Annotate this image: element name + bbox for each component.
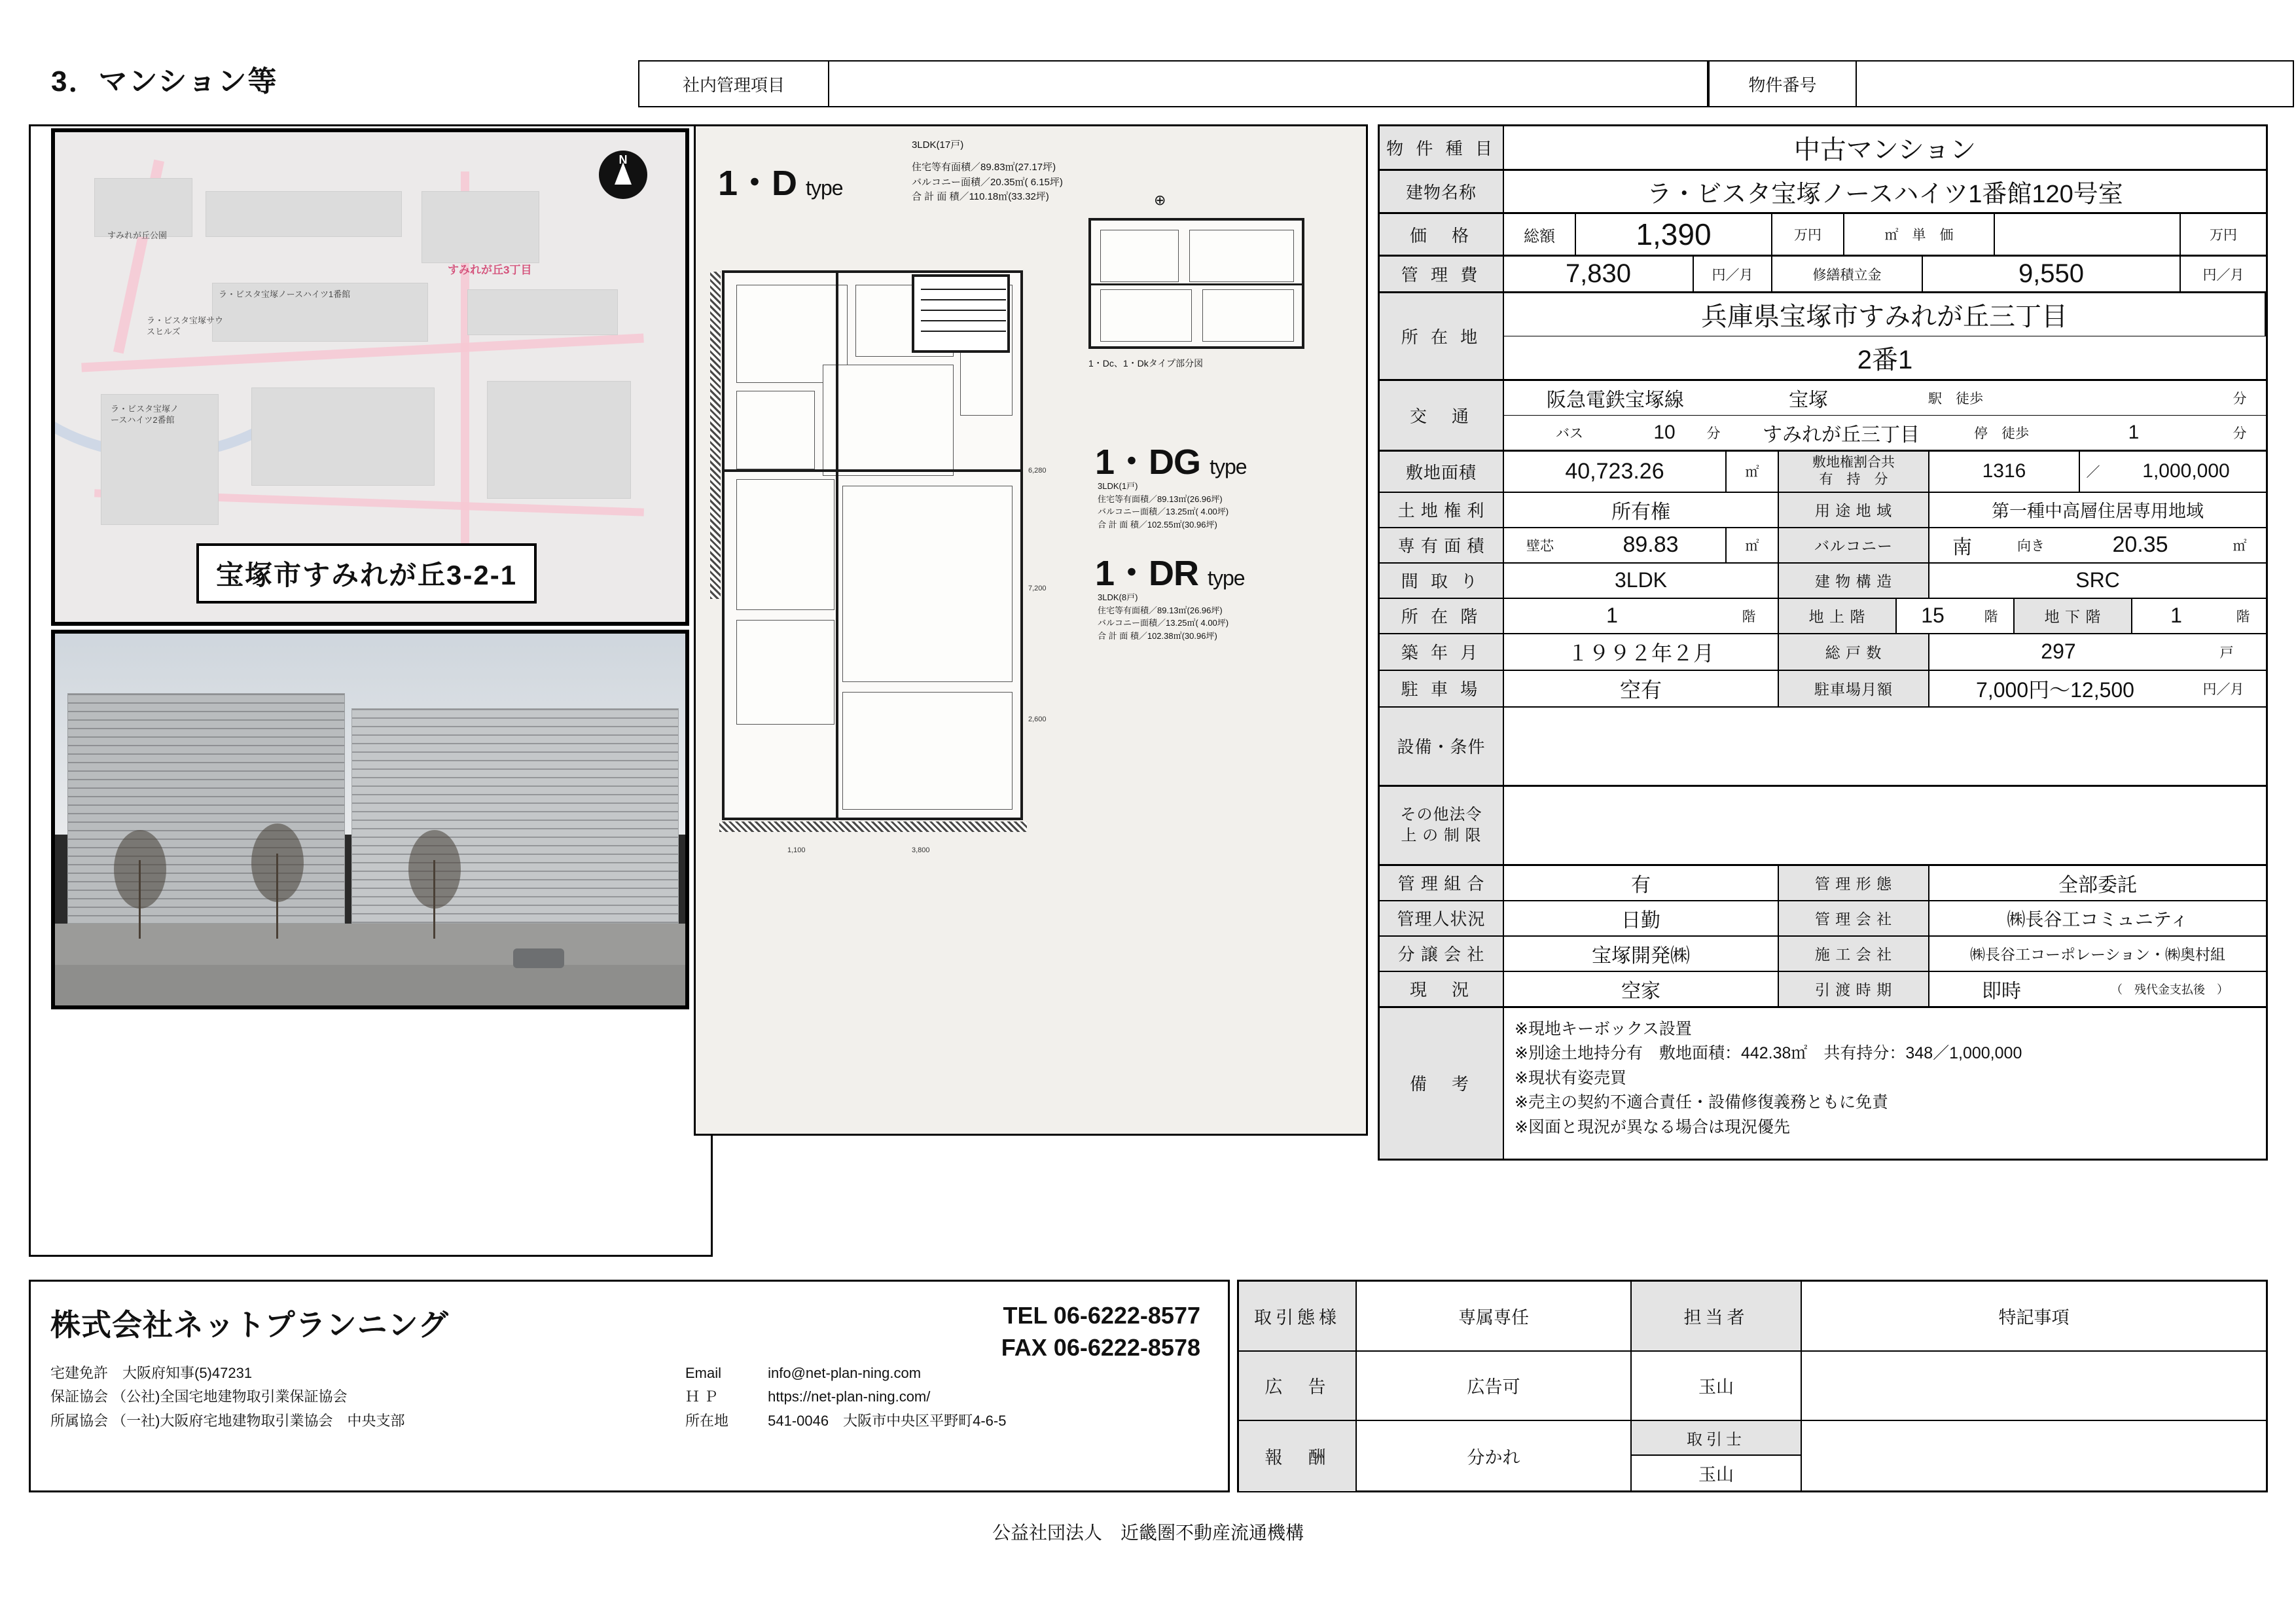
table-row xyxy=(1380,937,2266,972)
price-total-label: 総額 xyxy=(1504,214,1576,255)
manager-label: 管理人状況 xyxy=(1380,901,1504,935)
structure-value: SRC xyxy=(2075,568,2120,592)
floor-plan xyxy=(694,124,1368,1136)
zoning-value: 第一種中高層住居専用地域 xyxy=(1992,501,2204,521)
ad-label: 広 告 xyxy=(1239,1352,1357,1420)
table-row xyxy=(1380,972,2266,1008)
access-line-name: 阪急電鉄宝塚線 xyxy=(1547,389,1684,411)
company-guarantee: 保証協会 （公社)全国宅地建物取引業保証協会 xyxy=(50,1388,348,1405)
photo-tree-trunk xyxy=(433,860,435,939)
plan-outer-hatch xyxy=(710,272,721,599)
plan-balcony-hatch xyxy=(719,821,1027,832)
site-share-denominator: 1,000,000 xyxy=(2142,460,2230,482)
plan-partial-caption: 1・Dc、1・Dkタイプ部分図 xyxy=(1088,358,1204,369)
equipment-value xyxy=(1504,708,2266,785)
company-licenses xyxy=(50,1362,404,1433)
other-law-label: その他法令 上 の 制 限 xyxy=(1380,787,1504,864)
land-right-value: 所有権 xyxy=(1504,493,1779,527)
access-walk-min xyxy=(2021,381,2214,415)
total-units-value: 297 xyxy=(2041,640,2076,663)
site-area-label: 敷地面積 xyxy=(1380,452,1504,492)
access-label: 交 通 xyxy=(1380,381,1504,450)
address-line-2: 2番1 xyxy=(1857,346,1913,374)
mgmt-assoc-value: 有 xyxy=(1504,866,1779,900)
company-association: 所属協会 （一社)大阪府宅地建物取引業協会 中央支部 xyxy=(50,1412,405,1429)
compass-icon xyxy=(599,151,647,199)
plan-head-note: 3LDK(17戸) xyxy=(912,139,964,151)
site-share-value: 1316 xyxy=(1929,452,2080,492)
mgmt-fee-label: 管 理 費 xyxy=(1380,257,1504,291)
repair-fund-unit: 円／月 xyxy=(2202,267,2244,283)
handover-note: （ 残代金支払後 ） xyxy=(2111,983,2229,996)
photo-tree-trunk xyxy=(139,860,141,939)
company-license: 宅建免許 大阪府知事(5)47231 xyxy=(50,1365,253,1381)
company-hp-label: Ｈ Ｐ xyxy=(685,1388,719,1405)
company-email-row xyxy=(685,1362,1006,1385)
company-hp-value[interactable]: https://net-plan-ning.com/ xyxy=(768,1388,931,1405)
access-walk-unit: 分 xyxy=(2233,391,2247,406)
price-label: 価 格 xyxy=(1380,214,1504,255)
map-block xyxy=(422,191,539,263)
price-total-unit: 万円 xyxy=(1772,214,1844,255)
transaction-row xyxy=(1239,1352,2266,1422)
map-label-district: すみれが丘3丁目 xyxy=(448,264,532,276)
property-detail-table xyxy=(1378,124,2268,1161)
company-name: 株式会社ネットプランニング xyxy=(50,1308,449,1342)
layout-label: 間 取 り xyxy=(1380,564,1504,598)
access-bus-stop: すみれが丘三丁目 xyxy=(1763,424,1920,446)
balcony-label: バルコニー xyxy=(1779,528,1929,562)
plan-type-title-1: 1・D type xyxy=(718,164,843,203)
handover-label: 引 渡 時 期 xyxy=(1779,972,1929,1006)
total-units-label: 総 戸 数 xyxy=(1779,634,1929,670)
plan-type-title-2: 1・DG type xyxy=(1095,442,1247,482)
company-hp-row xyxy=(685,1385,1006,1409)
building-photo xyxy=(51,630,689,1009)
plan-partial-outline xyxy=(1088,218,1304,349)
floors-above-label: 地 上 階 xyxy=(1779,599,1897,633)
table-row xyxy=(1380,599,2266,634)
fee-value: 分かれ xyxy=(1357,1421,1632,1491)
table-row-other-law xyxy=(1380,787,2266,866)
remarks-row xyxy=(1380,1008,2266,1161)
parking-value: 空有 xyxy=(1504,671,1779,706)
company-email-label: Email xyxy=(685,1365,722,1381)
exclusive-area-value: 89.83 xyxy=(1576,528,1727,562)
site-area-unit: ㎡ xyxy=(1727,452,1779,492)
compass-north-label: N xyxy=(619,153,628,166)
company-contact-details xyxy=(685,1362,1006,1433)
company-address-value: 541-0046 大阪市中央区平野町4-6-5 xyxy=(768,1412,1007,1429)
floors-above-unit: 階 xyxy=(1969,599,2015,633)
remarks-line: ※現地キーボックス設置 xyxy=(1515,1019,1692,1038)
agent-label: 取引士 xyxy=(1632,1421,1801,1456)
unit-price-value xyxy=(1995,214,2181,255)
company-email-value[interactable]: info@net-plan-ning.com xyxy=(768,1365,922,1381)
other-law-value xyxy=(1504,787,2266,864)
map-block xyxy=(467,289,618,335)
company-info-box xyxy=(29,1280,1230,1492)
fee-label: 報 酬 xyxy=(1239,1421,1357,1491)
map-address-callout: 宝塚市すみれが丘3-2-1 xyxy=(196,543,537,604)
map-block xyxy=(94,178,192,237)
plan-dimension: 1,100 xyxy=(787,846,806,854)
floor-unit: 階 xyxy=(1720,599,1779,633)
internal-management-label: 社内管理項目 xyxy=(639,62,829,106)
mgmt-fee-unit: 円／月 xyxy=(1694,257,1772,291)
plan-partial-compass-icon: ⊕ xyxy=(1154,192,1166,208)
developer-value: 宝塚開発㈱ xyxy=(1504,937,1779,971)
mgmt-fee-value: 7,830 xyxy=(1504,257,1694,291)
parking-fee-value: 7,000円～12,500 xyxy=(1976,677,2134,702)
manager-value: 日勤 xyxy=(1504,901,1779,935)
plan-room xyxy=(736,620,834,725)
parking-fee-unit: 円／月 xyxy=(2202,681,2244,697)
remarks-line: ※図面と現況が異なる場合は現況優先 xyxy=(1515,1117,1790,1136)
remarks-line: ※売主の契約不適合責任・設備修復義務ともに免責 xyxy=(1515,1093,1888,1111)
exclusive-area-label: 専 有 面 積 xyxy=(1380,528,1504,562)
agent-value: 玉山 xyxy=(1698,1465,1734,1485)
balcony-unit: ㎡ xyxy=(2233,538,2247,554)
building-name-label: 建物名称 xyxy=(1380,171,1504,212)
type-value: 中古マンション xyxy=(1793,135,1977,164)
photo-road xyxy=(55,965,685,1005)
table-row xyxy=(1380,126,2266,171)
transaction-table xyxy=(1237,1280,2268,1492)
layout-value: 3LDK xyxy=(1504,564,1779,598)
table-row xyxy=(1380,493,2266,528)
bottom-note: 公益社団法人 近畿圏不動産流通機構 xyxy=(992,1523,1304,1543)
company-contact xyxy=(1001,1300,1200,1363)
photo-car xyxy=(513,948,564,968)
access-bus-walk: 1 xyxy=(2128,422,2140,443)
mgmt-company-value: ㈱長谷工コミュニティ xyxy=(2007,909,2189,929)
developer-label: 分 譲 会 社 xyxy=(1380,937,1504,971)
remarks-line: ※別途土地持分有 敷地面積：442.38㎡ 共有持分：348／1,000,000 xyxy=(1515,1044,2022,1062)
plan-dimension: 2,600 xyxy=(1028,715,1047,723)
floors-above-value: 15 xyxy=(1921,604,1945,627)
exclusive-area-method: 壁芯 xyxy=(1526,538,1554,554)
access-bus-stop-suffix: 停 徒歩 xyxy=(1974,426,2029,441)
handover-value: 即時 xyxy=(1982,980,2021,1002)
access-bus-min: 10 xyxy=(1653,422,1676,443)
built-label: 築 年 月 xyxy=(1380,634,1504,670)
special-notes-label: 特記事項 xyxy=(1998,1307,2070,1327)
staff-value: 玉山 xyxy=(1632,1352,1802,1420)
plan-room xyxy=(842,692,1013,810)
structure-label: 建 物 構 造 xyxy=(1779,564,1929,598)
plan-stairs xyxy=(912,274,1010,353)
plan-main-outline xyxy=(722,270,1023,820)
company-fax: FAX 06-6222-8578 xyxy=(1001,1333,1200,1361)
transaction-row xyxy=(1239,1421,2266,1491)
total-units-unit: 戸 xyxy=(2219,645,2234,660)
parking-fee-label: 駐車場月額 xyxy=(1779,671,1929,706)
plan-room xyxy=(736,391,815,469)
site-share-label: 敷地権割合共 有 持 分 xyxy=(1779,452,1929,492)
builder-label: 施 工 会 社 xyxy=(1779,937,1929,971)
status-value: 空家 xyxy=(1504,972,1779,1006)
address-line-1: 兵庫県宝塚市すみれが丘三丁目 xyxy=(1504,293,2266,336)
table-row xyxy=(1380,171,2266,214)
access-station: 宝塚 xyxy=(1789,389,1828,411)
photo-building-left xyxy=(67,693,345,924)
balcony-direction: 南 xyxy=(1952,536,1972,558)
plan-type-title-3: 1・DR type xyxy=(1095,554,1245,593)
table-row xyxy=(1380,564,2266,599)
mgmt-form-label: 管 理 形 態 xyxy=(1779,866,1929,900)
floors-below-value: 1 xyxy=(2170,604,2182,627)
access-bus-walk-unit: 分 xyxy=(2233,426,2247,441)
table-row-equipment xyxy=(1380,708,2266,787)
access-bus-label: バス xyxy=(1556,426,1583,441)
repair-fund-value: 9,550 xyxy=(1923,257,2181,291)
deal-type-label: 取引態様 xyxy=(1239,1282,1357,1350)
plan-room-lr xyxy=(842,486,1013,682)
balcony-direction-suffix: 向き xyxy=(2017,538,2045,554)
exclusive-area-unit: ㎡ xyxy=(1727,528,1779,562)
remarks-body xyxy=(1504,1008,2266,1159)
equipment-label: 設備・条件 xyxy=(1380,708,1504,785)
floors-below-unit: 階 xyxy=(2236,609,2250,624)
remarks-label: 備 考 xyxy=(1380,1008,1504,1159)
table-row xyxy=(1380,257,2266,293)
address-label: 所 在 地 xyxy=(1380,293,1504,379)
balcony-value: 20.35 xyxy=(2112,532,2168,557)
plan-room xyxy=(823,365,954,476)
mgmt-form-value: 全部委託 xyxy=(2058,874,2137,896)
table-row xyxy=(1380,214,2266,257)
map-label-building1: ラ・ビスタ宝塚ノースハイツ1番館 xyxy=(219,289,351,299)
access-station-suffix: 駅 徒歩 xyxy=(1928,391,1983,406)
status-label: 現 況 xyxy=(1380,972,1504,1006)
floors-below-label: 地 下 階 xyxy=(2015,599,2132,633)
price-total-value: 1,390 xyxy=(1576,214,1772,255)
type-label: 物 件 種 目 xyxy=(1380,126,1504,169)
plan-dimension: 7,200 xyxy=(1028,585,1047,592)
company-address-label: 所在地 xyxy=(685,1412,729,1429)
plan-dimension: 3,800 xyxy=(912,846,930,854)
parking-label: 駐 車 場 xyxy=(1380,671,1504,706)
transaction-row xyxy=(1239,1282,2266,1352)
photo-building-right xyxy=(351,708,679,924)
access-bus-min-unit: 分 xyxy=(1706,426,1721,441)
map-block xyxy=(487,381,631,499)
plan-dimension: 6,280 xyxy=(1028,467,1047,475)
company-tel: TEL 06-6222-8577 xyxy=(1003,1302,1200,1329)
photo-tree-trunk xyxy=(276,854,278,939)
property-number-value[interactable] xyxy=(1857,62,2293,106)
staff-label: 担当者 xyxy=(1632,1282,1802,1350)
table-row-address xyxy=(1380,293,2266,381)
mgmt-assoc-label: 管 理 組 合 xyxy=(1380,866,1504,900)
property-number-label: 物件番号 xyxy=(1710,62,1857,106)
table-row xyxy=(1380,901,2266,937)
internal-management-box xyxy=(638,60,1708,107)
deal-type-value: 専属専任 xyxy=(1357,1282,1632,1350)
unit-price-unit: 万円 xyxy=(2210,228,2237,243)
map-block xyxy=(251,388,435,486)
internal-management-value[interactable] xyxy=(829,62,1707,106)
repair-fund-label: 修繕積立金 xyxy=(1772,257,1923,291)
land-right-label: 土 地 権 利 xyxy=(1380,493,1504,527)
plan-type-2-lines: 3LDK(1戸) 住宅等有面積／89.13㎡(26.96坪) バルコニー面積／13.25㎡( 4.00坪) 合 計 面 積／102.55㎡(30.96坪) xyxy=(1098,481,1229,530)
site-share-separator: ／ xyxy=(2086,465,2100,480)
plan-type-3-lines: 3LDK(8戸) 住宅等有面積／89.13㎡(26.96坪) バルコニー面積／13.25㎡( 4.00坪) 合 計 面 積／102.38㎡(30.96坪) xyxy=(1098,592,1229,641)
table-row xyxy=(1380,671,2266,708)
site-area-value: 40,723.26 xyxy=(1504,452,1727,492)
map-label-building3: ラ・ビスタ宝塚サウスヒルズ xyxy=(147,316,224,336)
map-label-building2: ラ・ビスタ宝塚ノースハイツ2番館 xyxy=(111,404,179,425)
table-row xyxy=(1380,528,2266,564)
plan-head-lines: 住宅等有面積／89.83㎡(27.17坪) バルコニー面積／20.35㎡( 6.15坪) 合 計 面 積／110.18㎡(33.32坪) xyxy=(912,162,1063,202)
page-title: 3．マンション等 xyxy=(51,65,278,98)
mgmt-company-label: 管 理 会 社 xyxy=(1779,901,1929,935)
map-block xyxy=(206,191,402,237)
unit-price-label: ㎡ 単 価 xyxy=(1844,214,1995,255)
built-value: １９９２年２月 xyxy=(1504,634,1779,670)
zoning-label: 用 途 地 域 xyxy=(1779,493,1929,527)
table-row xyxy=(1380,452,2266,493)
plan-room xyxy=(736,479,834,610)
company-address-row xyxy=(685,1409,1006,1433)
special-notes-value xyxy=(1802,1352,2266,1420)
floor-value: 1 xyxy=(1606,604,1618,627)
building-name-value: ラ・ビスタ宝塚ノースハイツ1番館120号室 xyxy=(1647,181,2123,208)
table-row-access xyxy=(1380,381,2266,452)
table-row xyxy=(1380,634,2266,671)
ad-value: 広告可 xyxy=(1357,1352,1632,1420)
table-row xyxy=(1380,866,2266,901)
builder-value: ㈱長谷工コーポレーション・㈱奥村組 xyxy=(1969,946,2226,963)
map-label-park: すみれが丘公園 xyxy=(107,230,168,240)
property-number-box xyxy=(1708,60,2294,107)
floor-label: 所 在 階 xyxy=(1380,599,1504,633)
remarks-line: ※現状有姿売買 xyxy=(1515,1068,1626,1087)
special-notes-extra xyxy=(1802,1421,2266,1491)
